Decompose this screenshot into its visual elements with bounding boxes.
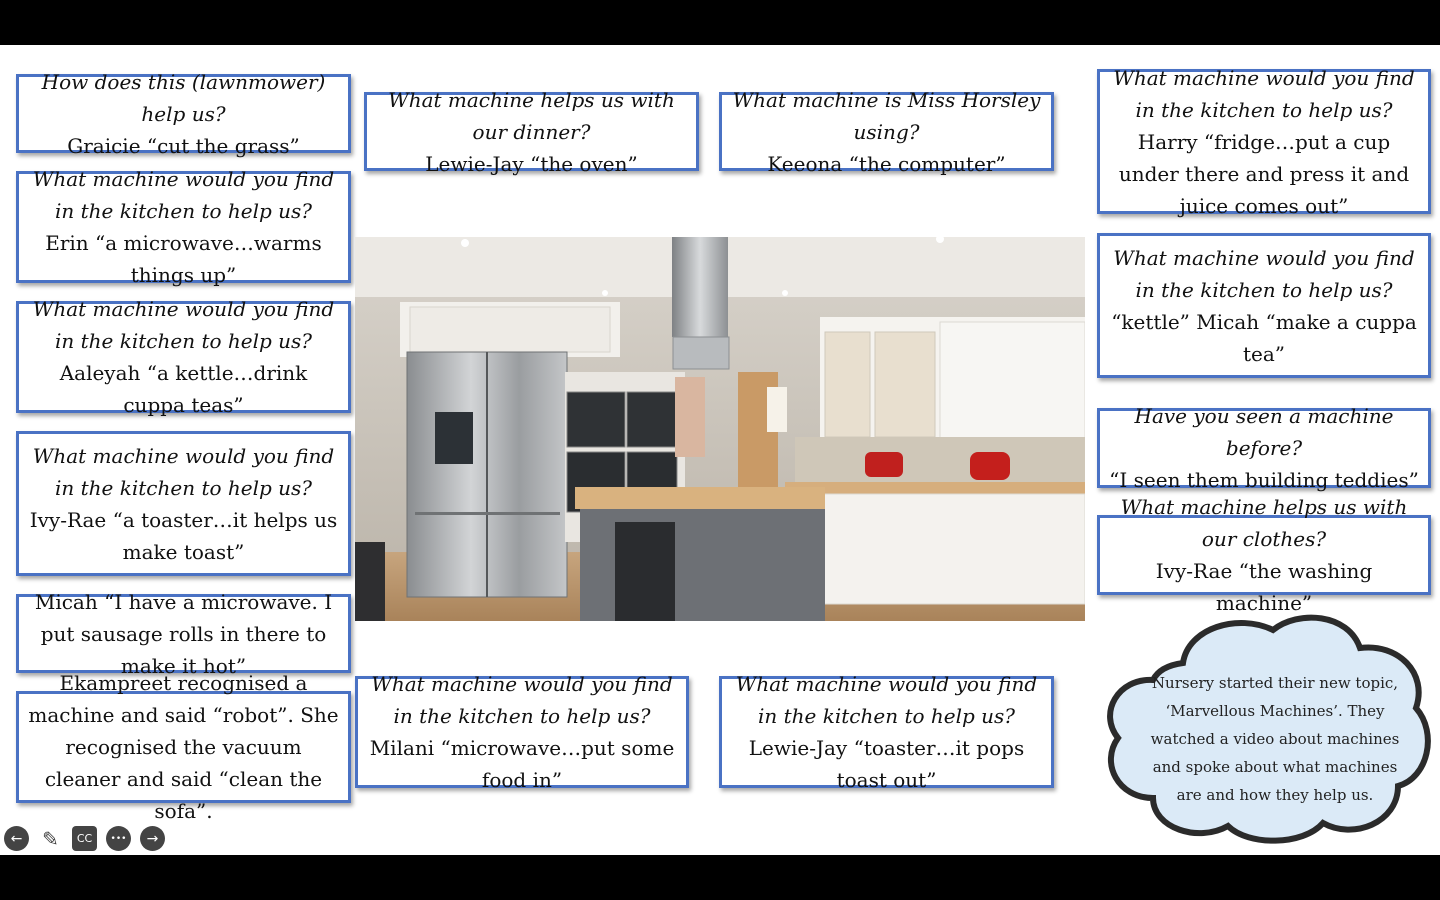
card-question: How does this (lawnmower) help us? xyxy=(41,69,326,126)
card-harry xyxy=(1097,65,1431,218)
card-question: What machine would you find in the kitchen to help us? xyxy=(735,672,1038,728)
card-answer: Harry “fridge…put a cup under there and press it and juice comes out” xyxy=(1118,129,1410,218)
card-micah-kettle xyxy=(1097,233,1431,378)
card-answer: Lewie-Jay “the oven” xyxy=(425,151,638,176)
card-answer: Milani “microwave…put some food in” xyxy=(369,736,675,792)
presentation-controls xyxy=(4,826,165,852)
card-question: What machine would you find in the kitchen to help us? xyxy=(32,443,335,500)
card-question: What machine helps us with our dinner? xyxy=(388,87,675,144)
card-question: Have you seen a machine before? xyxy=(1134,404,1394,460)
card-lewie-jay-toaster xyxy=(719,672,1054,792)
closed-captions-icon[interactable]: CC xyxy=(72,826,97,851)
card-micah-microwave xyxy=(16,589,351,678)
card-ekampreet xyxy=(16,671,351,823)
card-answer: Erin “a microwave…warms things up” xyxy=(45,231,322,287)
card-answer: Aaleyah “a kettle…drink cuppa teas” xyxy=(59,361,308,417)
card-lawnmower xyxy=(16,69,351,158)
card-question: What machine would you find in the kitchen to help us? xyxy=(1113,65,1415,122)
pen-icon[interactable]: ✎ xyxy=(42,826,59,851)
card-erin xyxy=(16,167,351,287)
card-answer: Ivy-Rae “the washing machine” xyxy=(1155,559,1373,615)
card-answer: “kettle” Micah “make a cuppa tea” xyxy=(1111,309,1417,366)
slide xyxy=(0,45,1440,855)
card-answer: “I seen them building teddies” xyxy=(1109,468,1419,492)
next-slide-icon[interactable]: → xyxy=(140,826,165,851)
card-question: What machine helps us with our clothes? xyxy=(1120,495,1408,551)
card-question: What machine would you find in the kitchen to help us? xyxy=(32,167,335,223)
card-answer: Lewie-Jay “toaster…it pops toast out” xyxy=(748,736,1025,792)
card-question: What machine would you find in the kitchen to help us? xyxy=(371,672,673,728)
card-lewie-jay-oven xyxy=(364,87,699,176)
card-answer: Ekampreet recognised a machine and said “robot”. She recognised the vacuum cleaner and said “clean the sofa”. xyxy=(28,671,339,823)
card-question: What machine would you find in the kitchen to help us? xyxy=(1113,245,1415,302)
card-answer: Graicie “cut the grass” xyxy=(67,133,300,158)
kitchen-photo xyxy=(355,237,1085,621)
card-milani xyxy=(355,672,689,792)
card-aaleyah xyxy=(16,297,351,417)
card-ivy-rae-toaster xyxy=(16,431,351,576)
card-ivy-rae-washing xyxy=(1097,495,1431,615)
cloud-summary: Nursery started their new topic, ‘Marvellous Machines’. They watched a video about machines and spoke about what machines are and how they help us. xyxy=(1150,674,1400,804)
card-question: What machine would you find in the kitchen to help us? xyxy=(32,297,335,353)
card-teddies xyxy=(1097,404,1431,492)
card-answer: Micah “I have a microwave. I put sausage rolls in there to make it hot” xyxy=(34,589,333,678)
card-answer: Keeona “the computer” xyxy=(767,151,1006,176)
card-answer: Ivy-Rae “a toaster…it helps us make toast” xyxy=(29,507,338,564)
previous-slide-icon[interactable]: ← xyxy=(4,826,29,851)
card-keeona xyxy=(719,87,1054,176)
more-options-icon[interactable]: ••• xyxy=(106,826,131,851)
card-question: What machine is Miss Horsley using? xyxy=(732,87,1041,144)
